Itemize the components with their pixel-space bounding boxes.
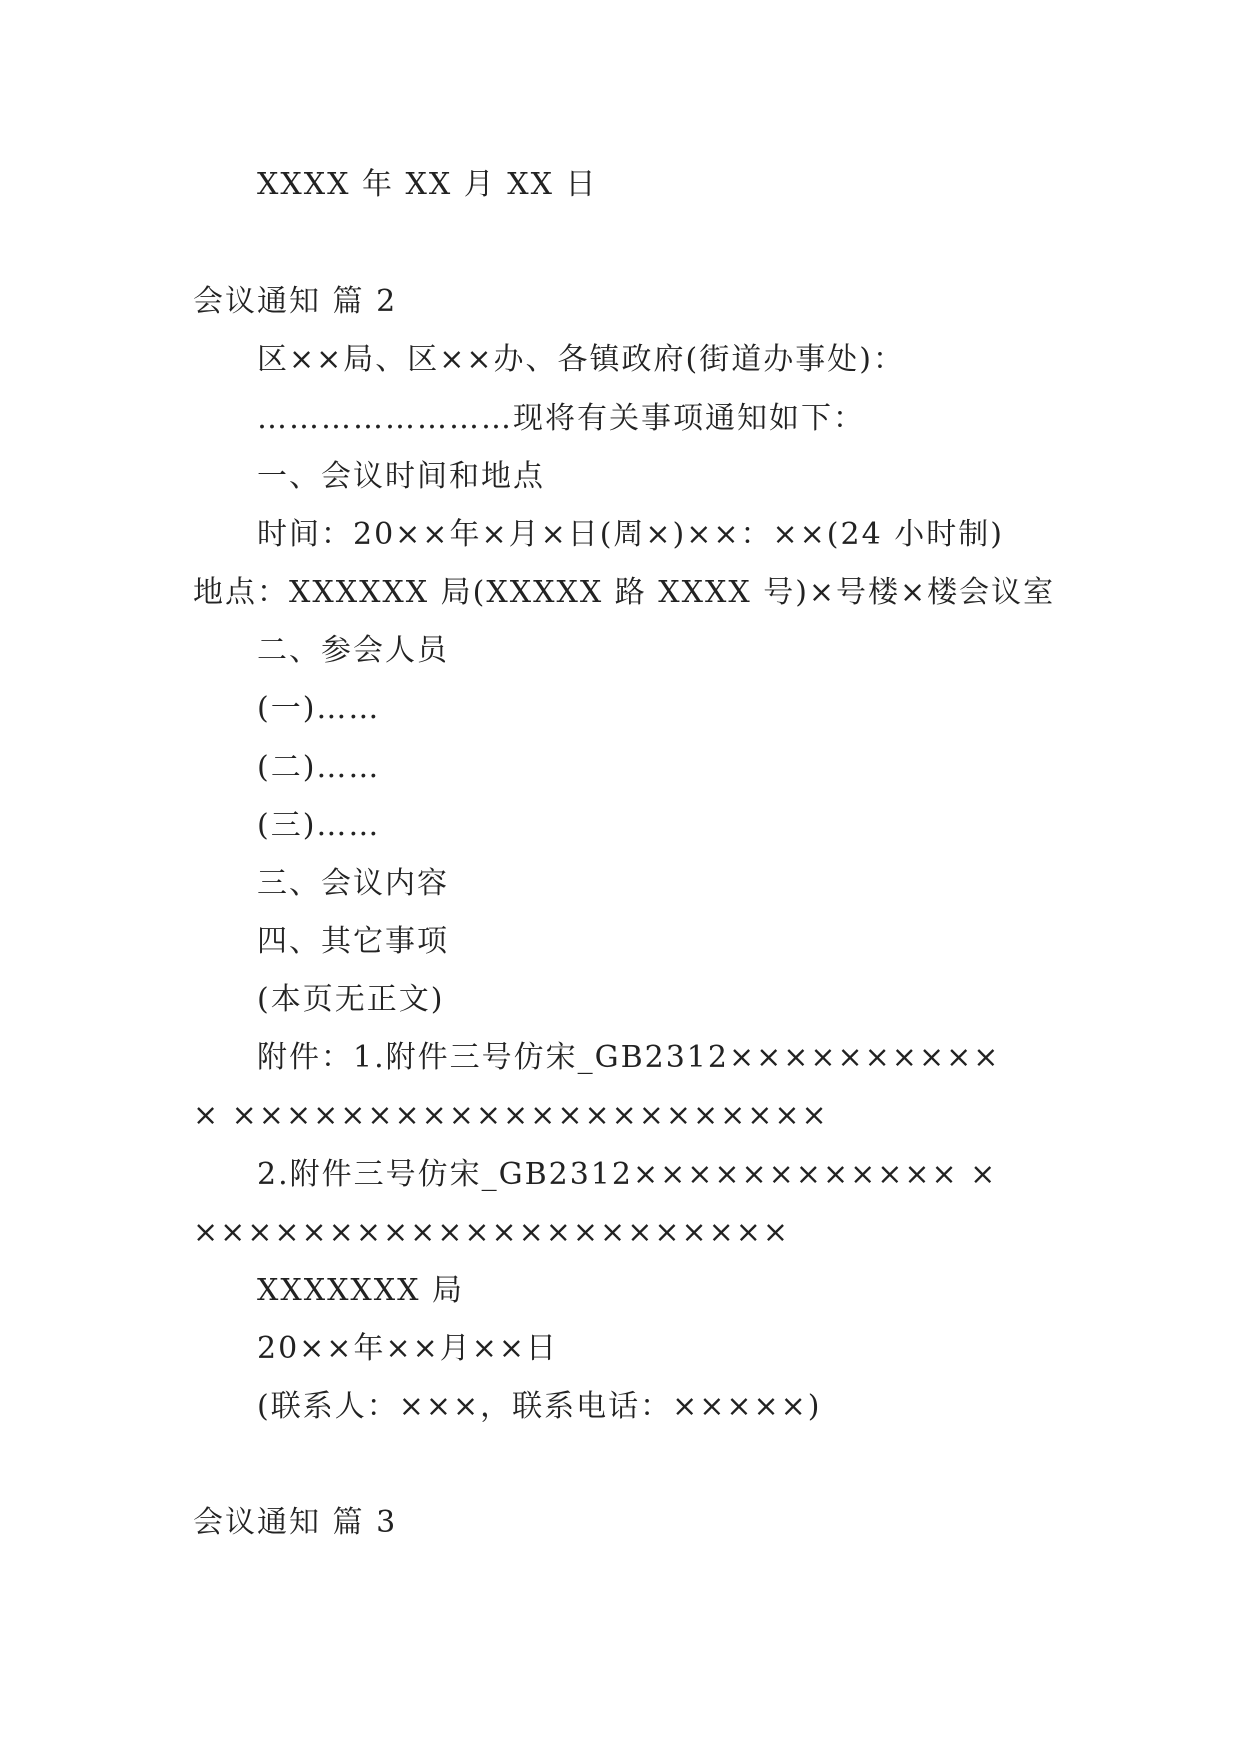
section-heading-3: 会议通知 篇 3 bbox=[193, 1505, 398, 1540]
attachment-1-line: 附件：1.附件三号仿宋_GB2312×××××××××× bbox=[257, 1040, 1001, 1075]
item-heading-other: 四、其它事项 bbox=[257, 924, 449, 959]
attendee-item-3: (三)…… bbox=[257, 808, 381, 843]
attendee-item-2: (二)…… bbox=[257, 750, 381, 785]
item-heading-content: 三、会议内容 bbox=[257, 866, 449, 901]
intro-line: ……………………现将有关事项通知如下： bbox=[257, 401, 865, 436]
attendee-item-1: (一)…… bbox=[257, 691, 381, 726]
item-heading-time-place: 一、会议时间和地点 bbox=[257, 459, 545, 494]
item-heading-attendees: 二、参会人员 bbox=[257, 633, 449, 668]
meeting-place-line: 地点：XXXXXX 局(XXXXX 路 XXXX 号)×号楼×楼会议室 bbox=[193, 575, 1056, 610]
attachment-1-continuation: × ×××××××××××××××××××××× bbox=[193, 1098, 829, 1133]
section-heading-2: 会议通知 篇 2 bbox=[193, 284, 398, 319]
contact-line: (联系人：×××，联系电话：×××××) bbox=[257, 1389, 822, 1424]
meeting-time-line: 时间：20××年×月×日(周×)××：××(24 小时制) bbox=[257, 517, 1004, 552]
attachment-2-line: 2.附件三号仿宋_GB2312×××××××××××× × bbox=[257, 1157, 998, 1192]
date-line: XXXX 年 XX 月 XX 日 bbox=[257, 167, 598, 202]
issuer-line: XXXXXXX 局 bbox=[257, 1273, 465, 1308]
attachment-2-continuation: ×××××××××××××××××××××× bbox=[193, 1215, 791, 1250]
issue-date-line: 20××年××月××日 bbox=[257, 1331, 558, 1366]
recipients-line: 区××局、区××办、各镇政府(街道办事处)： bbox=[257, 342, 905, 377]
no-body-note: (本页无正文) bbox=[257, 982, 445, 1017]
